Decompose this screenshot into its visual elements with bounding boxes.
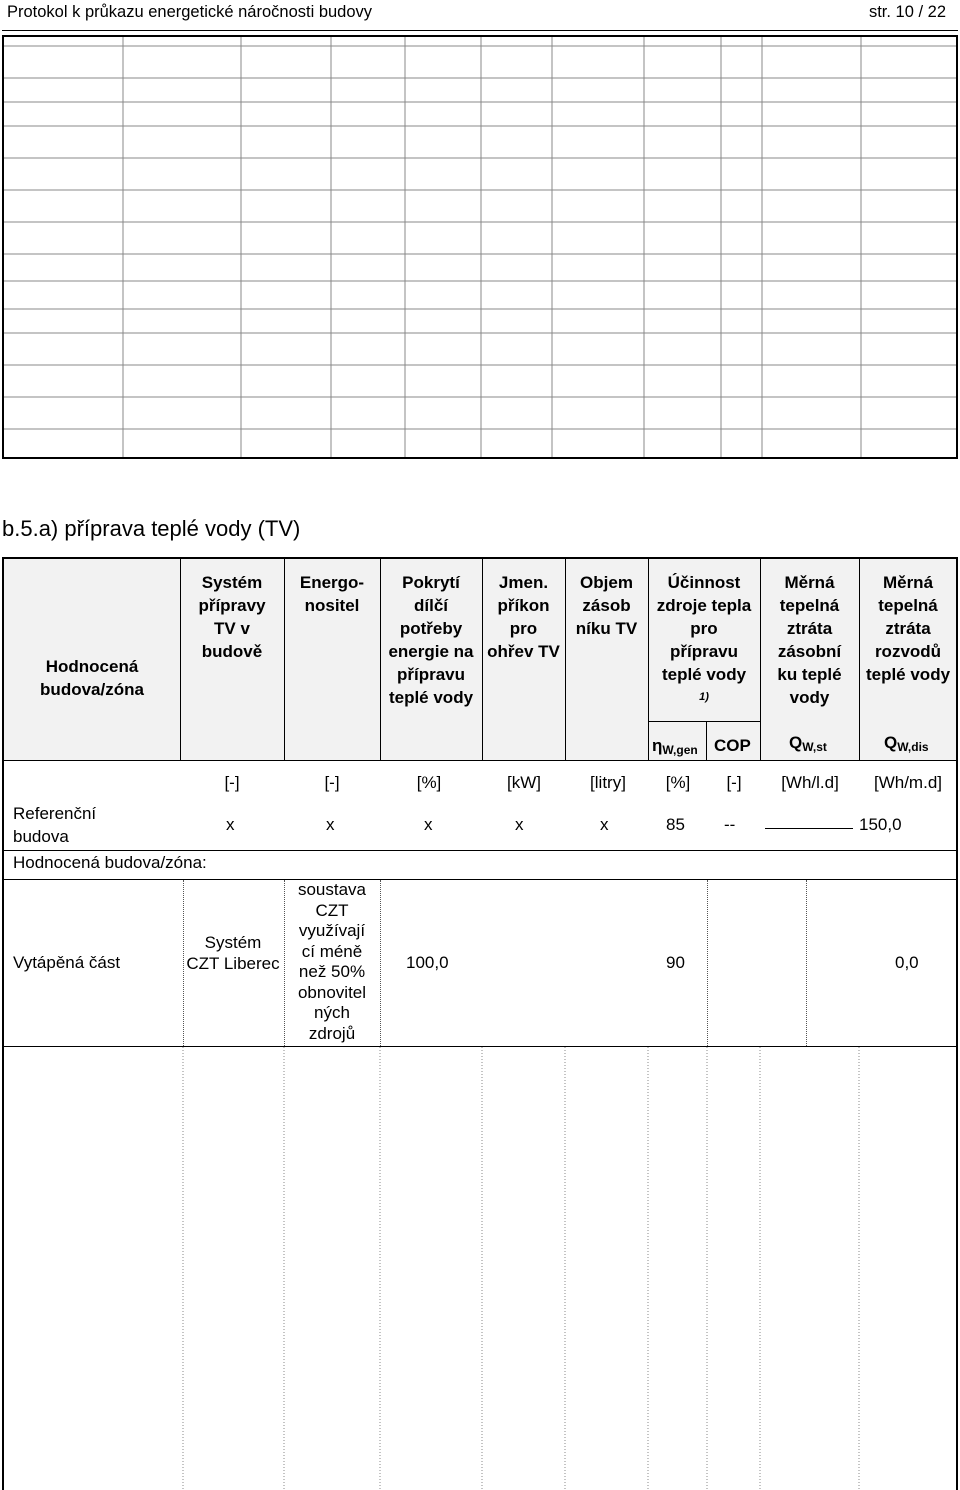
col-header-storage-loss: Měrná tepelná ztráta zásobní ku teplé vody	[777, 573, 842, 707]
ref-storage-dash	[765, 828, 853, 829]
ref-carrier: x	[326, 815, 335, 834]
section-title: b.5.a) příprava teplé vody (TV)	[2, 516, 301, 541]
col-header-power: Jmen. příkon pro ohřev TV	[487, 573, 560, 661]
header-divider	[2, 30, 958, 31]
unit-eta: [%]	[665, 773, 691, 792]
col-sep	[180, 559, 181, 760]
reference-row-label: Referenční budova	[13, 804, 97, 846]
unit-coverage: [%]	[416, 773, 442, 792]
document-title: Protokol k průkazu energetické náročnosti budovy	[7, 3, 373, 21]
efficiency-label: Účinnost zdroje tepla pro přípravu teplé vody	[656, 573, 752, 684]
col-sep-dotted	[806, 880, 807, 1046]
eval-carrier: soustava CZT využívají cí méně než 50% obnovitel ných zdrojů	[297, 880, 367, 1043]
empty-grid-table	[2, 35, 958, 459]
page-number: str. 10 / 22	[868, 3, 946, 21]
col-sep	[760, 559, 761, 760]
evaluated-label: Hodnocená budova/zóna:	[13, 853, 207, 872]
eta-symbol: $\eta_{W,gen}$	[652, 736, 698, 757]
col-header-system: Systém přípravy TV v budově	[198, 573, 266, 661]
row-divider	[4, 850, 956, 851]
empty-lower-grid	[4, 1047, 956, 1490]
header-bottom-line	[4, 760, 956, 761]
eval-eta: 90	[666, 953, 685, 972]
ref-power: x	[515, 815, 524, 834]
ref-coverage: x	[424, 815, 433, 834]
col-sep	[482, 559, 483, 760]
col-header-carrier: Energo-nositel	[299, 573, 365, 615]
eval-coverage: 100,0	[406, 953, 449, 972]
dist-q-symbol: $Q_{W,dis}$	[884, 733, 929, 754]
eval-zone: Vytápěná část	[13, 953, 121, 972]
ref-eta: 85	[666, 815, 685, 834]
ref-system: x	[226, 815, 235, 834]
col-sep	[648, 559, 649, 760]
col-header-dist-loss: Měrná tepelná ztráta rozvodů teplé vody	[865, 573, 951, 684]
unit-dist: [Wh/m.d]	[873, 773, 942, 792]
ref-cop: --	[724, 815, 736, 834]
efficiency-footnote: 1)	[699, 691, 709, 703]
col-sep-dotted	[284, 880, 285, 1046]
col-sep	[380, 559, 381, 760]
eval-system: Systém CZT Liberec	[186, 933, 280, 973]
eval-dist: 0,0	[895, 953, 919, 972]
unit-cop: [-]	[726, 773, 742, 792]
unit-carrier: [-]	[324, 773, 340, 792]
unit-storage: [Wh/l.d]	[781, 773, 839, 792]
col-header-coverage: Pokrytí dílčí potřeby energie na přípravu teplé vody	[388, 573, 474, 707]
empty-grid-lines	[4, 37, 956, 457]
unit-power: [kW]	[507, 773, 541, 792]
col-header-efficiency	[656, 571, 752, 712]
col-sep	[284, 559, 285, 760]
ref-volume: x	[600, 815, 609, 834]
cop-label: COP	[714, 736, 751, 755]
col-sep	[859, 559, 860, 760]
storage-q-symbol: $Q_{W,st}$	[789, 733, 827, 754]
col-sep	[565, 559, 566, 760]
col-sep-dotted	[707, 880, 708, 1046]
eff-subheader-line	[648, 721, 760, 722]
col-sep-dotted	[380, 880, 381, 1046]
col-sep-dotted	[183, 880, 184, 1046]
col-header-zone: Hodnocená budova/zóna	[40, 657, 144, 699]
ref-dist: 150,0	[859, 815, 902, 834]
col-header-volume: Objem zásob níku TV	[575, 573, 638, 638]
unit-system: [-]	[224, 773, 240, 792]
row-divider	[4, 879, 956, 880]
unit-volume: [litry]	[590, 773, 626, 792]
eff-subcol-sep	[706, 721, 707, 760]
